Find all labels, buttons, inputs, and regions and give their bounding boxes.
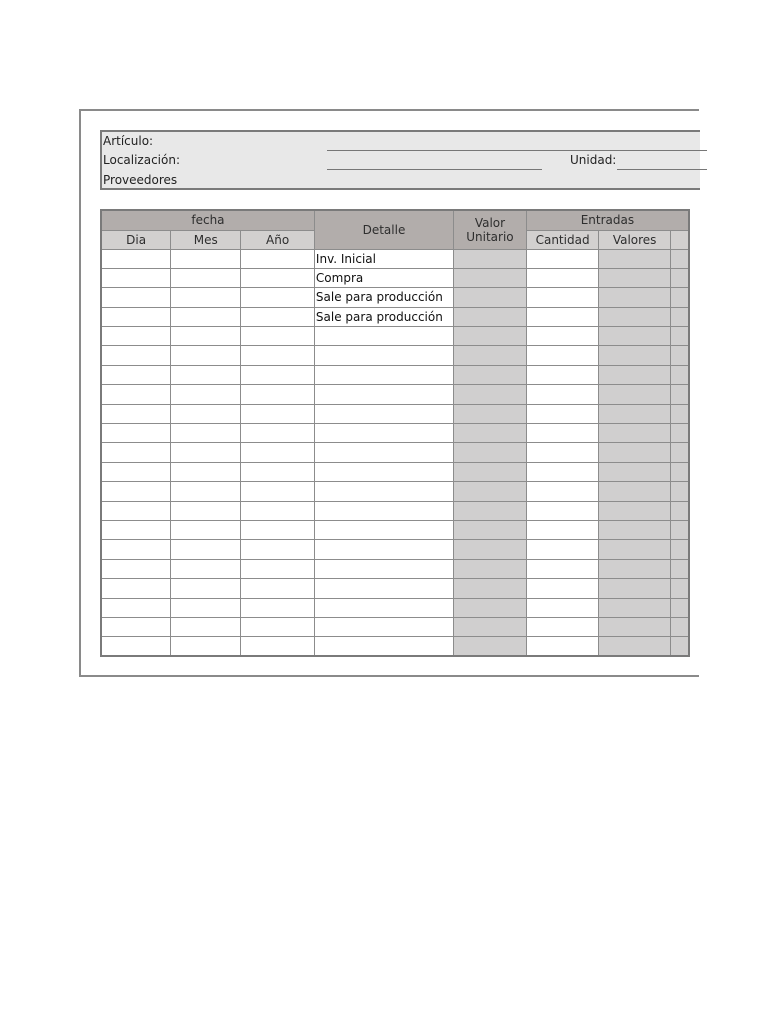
cantidad-cell[interactable] bbox=[526, 288, 598, 307]
unidad-label: Unidad: bbox=[570, 153, 617, 167]
detalle-cell[interactable] bbox=[314, 598, 453, 617]
valor-unitario-cell[interactable] bbox=[454, 617, 527, 636]
detalle-cell[interactable]: Inv. Inicial bbox=[314, 249, 453, 268]
dia-cell[interactable] bbox=[101, 424, 171, 443]
detalle-cell[interactable] bbox=[314, 520, 453, 539]
valores-cell[interactable] bbox=[599, 462, 671, 481]
dia-cell[interactable] bbox=[101, 307, 171, 326]
item-info-panel bbox=[100, 130, 700, 190]
valores-cell[interactable] bbox=[599, 307, 671, 326]
dia-cell[interactable] bbox=[101, 249, 171, 268]
mes-cell[interactable] bbox=[171, 385, 241, 404]
anio-cell[interactable] bbox=[241, 482, 315, 501]
dia-cell[interactable] bbox=[101, 346, 171, 365]
table-row bbox=[101, 579, 689, 598]
anio-cell[interactable] bbox=[241, 365, 315, 384]
table-row bbox=[101, 462, 689, 481]
anio-cell[interactable] bbox=[241, 443, 315, 462]
next-cell[interactable] bbox=[670, 617, 689, 636]
anio-cell[interactable] bbox=[241, 617, 315, 636]
valores-cell[interactable] bbox=[599, 617, 671, 636]
mes-cell[interactable] bbox=[171, 404, 241, 423]
detalle-header: Detalle bbox=[314, 210, 453, 249]
next-cell[interactable] bbox=[670, 365, 689, 384]
dia-cell[interactable] bbox=[101, 327, 171, 346]
anio-cell[interactable] bbox=[241, 288, 315, 307]
detalle-cell[interactable] bbox=[314, 346, 453, 365]
dia-cell[interactable] bbox=[101, 637, 171, 656]
cantidad-cell[interactable] bbox=[526, 268, 598, 287]
valor-unitario-cell[interactable] bbox=[454, 462, 527, 481]
valor-unitario-cell[interactable] bbox=[454, 424, 527, 443]
detalle-cell[interactable] bbox=[314, 327, 453, 346]
detalle-cell[interactable] bbox=[314, 617, 453, 636]
valor-unitario-cell[interactable] bbox=[454, 307, 527, 326]
cantidad-cell[interactable] bbox=[526, 559, 598, 578]
dia-cell[interactable] bbox=[101, 540, 171, 559]
valor-unitario-cell[interactable] bbox=[454, 598, 527, 617]
dia-cell[interactable] bbox=[101, 598, 171, 617]
valor-unitario-cell[interactable] bbox=[454, 327, 527, 346]
next-cell[interactable] bbox=[670, 559, 689, 578]
anio-cell[interactable] bbox=[241, 540, 315, 559]
detalle-cell[interactable] bbox=[314, 559, 453, 578]
mes-cell[interactable] bbox=[171, 288, 241, 307]
anio-cell[interactable] bbox=[241, 249, 315, 268]
table-row bbox=[101, 424, 689, 443]
valor-unitario-cell[interactable] bbox=[454, 637, 527, 656]
cantidad-cell[interactable] bbox=[526, 482, 598, 501]
mes-cell[interactable] bbox=[171, 559, 241, 578]
detalle-cell[interactable]: Compra bbox=[314, 268, 453, 287]
next-cell[interactable] bbox=[670, 249, 689, 268]
unidad-field[interactable] bbox=[617, 169, 707, 170]
dia-cell[interactable] bbox=[101, 385, 171, 404]
articulo-label: Artículo: bbox=[103, 134, 154, 148]
detalle-cell[interactable] bbox=[314, 365, 453, 384]
valor-unitario-cell[interactable] bbox=[454, 579, 527, 598]
valores-cell[interactable] bbox=[599, 520, 671, 539]
dia-cell[interactable] bbox=[101, 462, 171, 481]
next-cell[interactable] bbox=[670, 579, 689, 598]
next-cell[interactable] bbox=[670, 385, 689, 404]
valor-unitario-cell[interactable] bbox=[454, 520, 527, 539]
valores-cell[interactable] bbox=[599, 482, 671, 501]
table-row bbox=[101, 268, 689, 287]
next-cell[interactable] bbox=[670, 520, 689, 539]
table-row bbox=[101, 249, 689, 268]
cantidad-cell[interactable] bbox=[526, 404, 598, 423]
valores-cell[interactable] bbox=[599, 579, 671, 598]
valor-unitario-header bbox=[454, 210, 527, 249]
dia-cell[interactable] bbox=[101, 520, 171, 539]
next-cell[interactable] bbox=[670, 501, 689, 520]
table-row bbox=[101, 501, 689, 520]
valores-cell[interactable] bbox=[599, 385, 671, 404]
valores-cell[interactable] bbox=[599, 501, 671, 520]
mes-cell[interactable] bbox=[171, 307, 241, 326]
table-row bbox=[101, 327, 689, 346]
detalle-cell[interactable] bbox=[314, 424, 453, 443]
valor-unitario-cell[interactable] bbox=[454, 365, 527, 384]
table-row bbox=[101, 637, 689, 656]
valor-unitario-cell[interactable] bbox=[454, 385, 527, 404]
mes-cell[interactable] bbox=[171, 424, 241, 443]
inventory-table bbox=[100, 209, 690, 657]
cantidad-cell[interactable] bbox=[526, 249, 598, 268]
next-cell[interactable] bbox=[670, 268, 689, 287]
next-cell[interactable] bbox=[670, 288, 689, 307]
dia-header: Dia bbox=[101, 230, 171, 249]
next-cell[interactable] bbox=[670, 482, 689, 501]
valor-unitario-cell[interactable] bbox=[454, 249, 527, 268]
valor-unitario-cell[interactable] bbox=[454, 443, 527, 462]
entradas-group-header: Entradas bbox=[526, 210, 689, 230]
next-cell[interactable] bbox=[670, 307, 689, 326]
detalle-cell[interactable] bbox=[314, 540, 453, 559]
detalle-cell[interactable] bbox=[314, 482, 453, 501]
next-cell[interactable] bbox=[670, 404, 689, 423]
valores-cell[interactable] bbox=[599, 346, 671, 365]
dia-cell[interactable] bbox=[101, 482, 171, 501]
dia-cell[interactable] bbox=[101, 268, 171, 287]
mes-cell[interactable] bbox=[171, 346, 241, 365]
mes-cell[interactable] bbox=[171, 462, 241, 481]
table-row bbox=[101, 288, 689, 307]
mes-cell[interactable] bbox=[171, 249, 241, 268]
detalle-cell[interactable] bbox=[314, 404, 453, 423]
cantidad-cell[interactable] bbox=[526, 385, 598, 404]
articulo-field[interactable] bbox=[327, 150, 707, 151]
detalle-cell[interactable]: Sale para producción bbox=[314, 288, 453, 307]
anio-cell[interactable] bbox=[241, 385, 315, 404]
valores-cell[interactable] bbox=[599, 327, 671, 346]
mes-cell[interactable] bbox=[171, 540, 241, 559]
anio-cell[interactable] bbox=[241, 559, 315, 578]
mes-cell[interactable] bbox=[171, 268, 241, 287]
anio-cell[interactable] bbox=[241, 462, 315, 481]
dia-cell[interactable] bbox=[101, 404, 171, 423]
valor-unitario-cell[interactable] bbox=[454, 501, 527, 520]
table-row bbox=[101, 617, 689, 636]
valores-cell[interactable] bbox=[599, 404, 671, 423]
table-row bbox=[101, 307, 689, 326]
table-row bbox=[101, 540, 689, 559]
anio-cell[interactable] bbox=[241, 520, 315, 539]
valores-cell[interactable] bbox=[599, 268, 671, 287]
mes-header: Mes bbox=[171, 230, 241, 249]
dia-cell[interactable] bbox=[101, 501, 171, 520]
valor-unitario-cell[interactable] bbox=[454, 288, 527, 307]
valores-header: Valores bbox=[599, 230, 671, 249]
anio-header: Año bbox=[241, 230, 315, 249]
cantidad-cell[interactable] bbox=[526, 637, 598, 656]
next-cell[interactable] bbox=[670, 637, 689, 656]
anio-cell[interactable] bbox=[241, 404, 315, 423]
valor-unitario-cell[interactable] bbox=[454, 482, 527, 501]
dia-cell[interactable] bbox=[101, 443, 171, 462]
next-cell[interactable] bbox=[670, 346, 689, 365]
mes-cell[interactable] bbox=[171, 598, 241, 617]
table-row bbox=[101, 443, 689, 462]
valor-header-line2: Unitario bbox=[466, 229, 514, 244]
next-cell[interactable] bbox=[670, 424, 689, 443]
cantidad-cell[interactable] bbox=[526, 598, 598, 617]
valor-unitario-cell[interactable] bbox=[454, 559, 527, 578]
valor-unitario-cell[interactable] bbox=[454, 346, 527, 365]
detalle-cell[interactable] bbox=[314, 385, 453, 404]
fecha-group-header: fecha bbox=[101, 210, 314, 230]
detalle-cell[interactable] bbox=[314, 637, 453, 656]
anio-cell[interactable] bbox=[241, 268, 315, 287]
valores-cell[interactable] bbox=[599, 443, 671, 462]
valores-cell[interactable] bbox=[599, 288, 671, 307]
dia-cell[interactable] bbox=[101, 579, 171, 598]
cantidad-cell[interactable] bbox=[526, 520, 598, 539]
table-row bbox=[101, 365, 689, 384]
anio-cell[interactable] bbox=[241, 327, 315, 346]
anio-cell[interactable] bbox=[241, 579, 315, 598]
cantidad-cell[interactable] bbox=[526, 501, 598, 520]
dia-cell[interactable] bbox=[101, 288, 171, 307]
cantidad-cell[interactable] bbox=[526, 617, 598, 636]
table-row bbox=[101, 559, 689, 578]
localizacion-label: Localización: bbox=[103, 153, 181, 167]
next-column-header bbox=[670, 230, 689, 249]
dia-cell[interactable] bbox=[101, 559, 171, 578]
cantidad-cell[interactable] bbox=[526, 424, 598, 443]
table-row bbox=[101, 482, 689, 501]
inventory-table-container bbox=[100, 209, 690, 658]
mes-cell[interactable] bbox=[171, 520, 241, 539]
detalle-cell[interactable] bbox=[314, 501, 453, 520]
valores-cell[interactable] bbox=[599, 559, 671, 578]
anio-cell[interactable] bbox=[241, 307, 315, 326]
anio-cell[interactable] bbox=[241, 637, 315, 656]
valor-header-line1: Valor bbox=[474, 215, 506, 230]
cantidad-cell[interactable] bbox=[526, 540, 598, 559]
mes-cell[interactable] bbox=[171, 501, 241, 520]
cantidad-cell[interactable] bbox=[526, 327, 598, 346]
valores-cell[interactable] bbox=[599, 424, 671, 443]
detalle-cell[interactable] bbox=[314, 579, 453, 598]
valores-cell[interactable] bbox=[599, 365, 671, 384]
valores-cell[interactable] bbox=[599, 637, 671, 656]
mes-cell[interactable] bbox=[171, 482, 241, 501]
mes-cell[interactable] bbox=[171, 443, 241, 462]
mes-cell[interactable] bbox=[171, 617, 241, 636]
mes-cell[interactable] bbox=[171, 637, 241, 656]
cantidad-cell[interactable] bbox=[526, 462, 598, 481]
anio-cell[interactable] bbox=[241, 346, 315, 365]
cantidad-header: Cantidad bbox=[526, 230, 598, 249]
table-row bbox=[101, 404, 689, 423]
valores-cell[interactable] bbox=[599, 540, 671, 559]
next-cell[interactable] bbox=[670, 327, 689, 346]
table-row bbox=[101, 346, 689, 365]
valores-cell[interactable] bbox=[599, 598, 671, 617]
valor-unitario-cell[interactable] bbox=[454, 540, 527, 559]
dia-cell[interactable] bbox=[101, 617, 171, 636]
table-row bbox=[101, 598, 689, 617]
dia-cell[interactable] bbox=[101, 365, 171, 384]
cantidad-cell[interactable] bbox=[526, 443, 598, 462]
valores-cell[interactable] bbox=[599, 249, 671, 268]
cantidad-cell[interactable] bbox=[526, 365, 598, 384]
proveedores-label: Proveedores bbox=[103, 173, 178, 187]
next-cell[interactable] bbox=[670, 443, 689, 462]
detalle-cell[interactable]: Sale para producción bbox=[314, 307, 453, 326]
detalle-cell[interactable] bbox=[314, 443, 453, 462]
anio-cell[interactable] bbox=[241, 598, 315, 617]
anio-cell[interactable] bbox=[241, 501, 315, 520]
valor-unitario-cell[interactable] bbox=[454, 404, 527, 423]
next-cell[interactable] bbox=[670, 598, 689, 617]
table-row bbox=[101, 385, 689, 404]
detalle-cell[interactable] bbox=[314, 462, 453, 481]
cantidad-cell[interactable] bbox=[526, 579, 598, 598]
mes-cell[interactable] bbox=[171, 365, 241, 384]
table-row bbox=[101, 520, 689, 539]
cantidad-cell[interactable] bbox=[526, 346, 598, 365]
anio-cell[interactable] bbox=[241, 424, 315, 443]
localizacion-field[interactable] bbox=[327, 169, 542, 170]
mes-cell[interactable] bbox=[171, 327, 241, 346]
table-body bbox=[101, 249, 689, 656]
cantidad-cell[interactable] bbox=[526, 307, 598, 326]
valor-unitario-cell[interactable] bbox=[454, 268, 527, 287]
next-cell[interactable] bbox=[670, 462, 689, 481]
mes-cell[interactable] bbox=[171, 579, 241, 598]
next-cell[interactable] bbox=[670, 540, 689, 559]
